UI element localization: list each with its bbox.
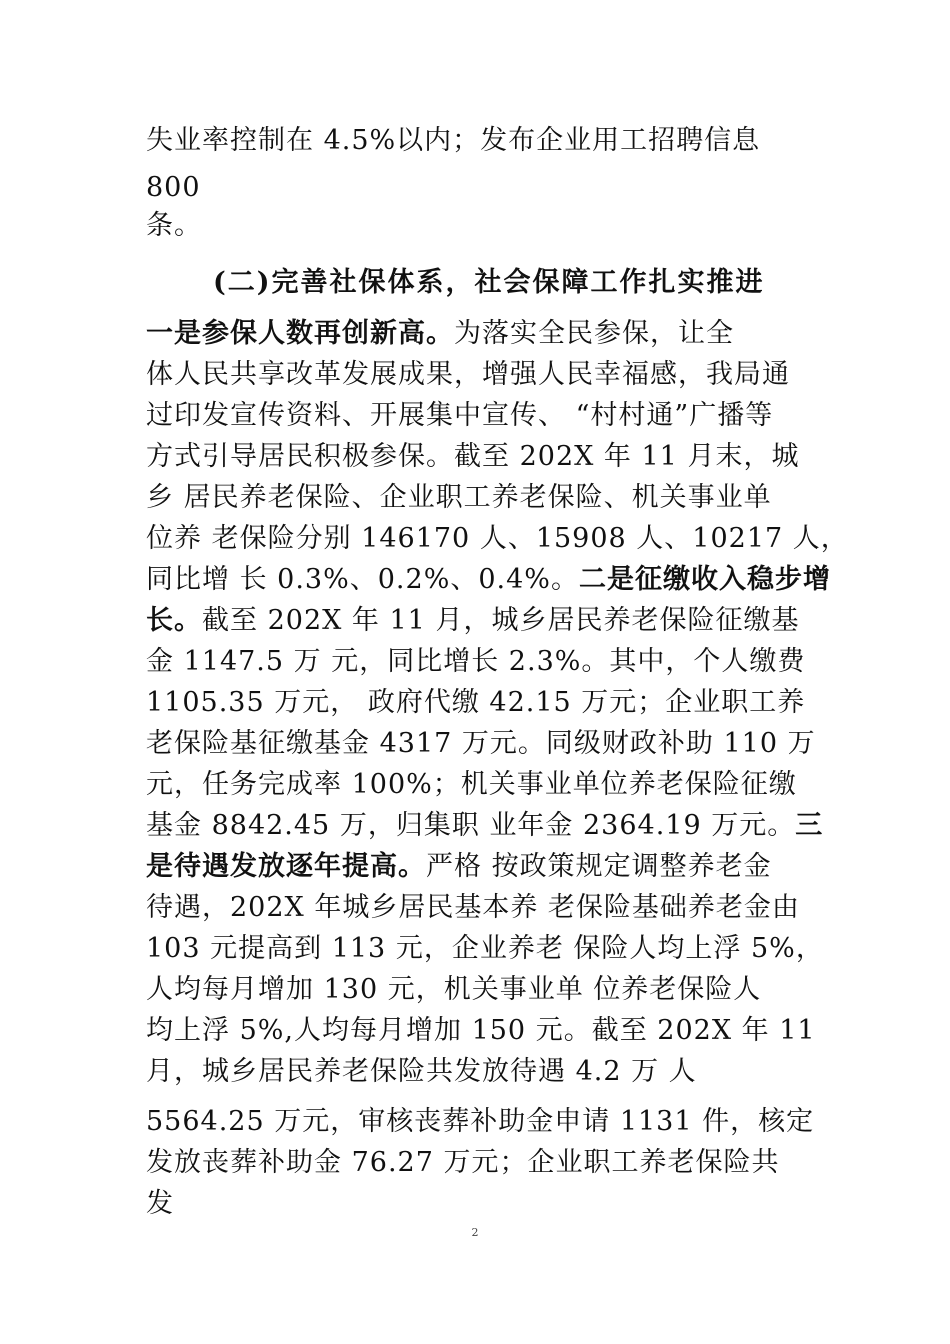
text-segment: 条。 xyxy=(146,210,202,241)
text-segment: 老保险基征缴基金 4317 万元。同级财政补助 110 万 xyxy=(146,728,816,759)
text-segment: 方式引导居民积极参保。截至 202X 年 11 月末，城 xyxy=(146,441,800,472)
text-line xyxy=(146,205,202,246)
bold-text-segment: 三 xyxy=(795,810,824,841)
text-segment: 1105.35 万元， 政府代缴 42.15 万元；企业职工养 xyxy=(146,687,806,718)
text-segment: 基金 8842.45 万，归集职 业年金 2364.19 万元。 xyxy=(146,810,796,841)
text-segment: 同比增 长 0.3%、0.2%、0.4%。 xyxy=(146,564,579,595)
text-line xyxy=(146,1051,697,1092)
text-line xyxy=(146,928,824,969)
text-line xyxy=(146,969,761,1010)
text-line xyxy=(146,641,805,682)
text-line xyxy=(146,1183,174,1224)
text-segment: 体人民共享改革发展成果，增强人民幸福感，我局通 xyxy=(146,359,790,390)
text-line xyxy=(146,395,773,436)
text-segment: 过印发宣传资料、开展集中宣传、 “村村通”广播等 xyxy=(146,400,774,431)
text-segment: 5564.25 万元，审核丧葬补助金申请 1131 件，核定 xyxy=(146,1106,815,1137)
text-line xyxy=(146,600,799,641)
text-line xyxy=(146,1101,814,1142)
text-segment: 金 1147.5 万 元，同比增长 2.3%。其中，个人缴费 xyxy=(146,646,806,677)
text-segment: 位养 老保险分别 146170 人、15908 人、10217 人， xyxy=(146,523,849,554)
text-line xyxy=(146,764,797,805)
text-line xyxy=(146,477,772,518)
text-line xyxy=(146,436,799,477)
text-segment: 人均每月增加 130 元，机关事业单 位养老保险人 xyxy=(146,974,762,1005)
text-segment: 为落实全民参保，让全 xyxy=(454,318,734,349)
text-segment: 严格 按政策规定调整养老金 xyxy=(426,851,772,882)
text-segment: 800 xyxy=(146,172,201,203)
text-line xyxy=(146,354,790,395)
text-line xyxy=(146,518,849,559)
text-line xyxy=(146,846,772,887)
bold-text-segment: 一是参保人数再创新高。 xyxy=(146,318,454,349)
text-segment: 103 元提高到 113 元，企业养老 保险人均上浮 5%， xyxy=(146,933,824,964)
text-line xyxy=(146,559,831,600)
section-heading: (二)完善社保体系，社会保障工作扎实推进 xyxy=(213,267,765,298)
text-line xyxy=(146,313,734,354)
text-line xyxy=(146,682,805,723)
text-segment: 均上浮 5%,人均每月增加 150 元。截至 202X 年 11 xyxy=(146,1015,816,1046)
bold-text-segment: 长。 xyxy=(146,605,202,636)
text-line xyxy=(146,1010,816,1051)
text-line xyxy=(146,1142,779,1183)
text-segment: 发 xyxy=(146,1188,174,1219)
text-line xyxy=(146,887,800,928)
text-segment: 月，城乡居民养老保险共发放待遇 4.2 万 人 xyxy=(146,1056,697,1087)
text-line xyxy=(146,167,201,208)
page-number: 2 xyxy=(471,1226,479,1239)
text-line xyxy=(146,805,823,846)
text-segment: 待遇，202X 年城乡居民基本养 老保险基础养老金由 xyxy=(146,892,800,923)
bold-text-segment: 是待遇发放逐年提高。 xyxy=(146,851,426,882)
text-segment: 发放丧葬补助金 76.27 万元；企业职工养老保险共 xyxy=(146,1147,780,1178)
text-segment: 截至 202X 年 11 月，城乡居民养老保险征缴基 xyxy=(202,605,800,636)
text-segment: 乡 居民养老保险、企业职工养老保险、机关事业单 xyxy=(146,482,772,513)
bold-text-segment: 二是征缴收入稳步增 xyxy=(578,564,831,595)
text-segment: 元，任务完成率 100%；机关事业单位养老保险征缴 xyxy=(146,769,797,800)
text-line xyxy=(146,120,760,161)
text-line xyxy=(146,723,816,764)
text-segment: 失业率控制在 4.5%以内；发布企业用工招聘信息 xyxy=(146,125,761,156)
